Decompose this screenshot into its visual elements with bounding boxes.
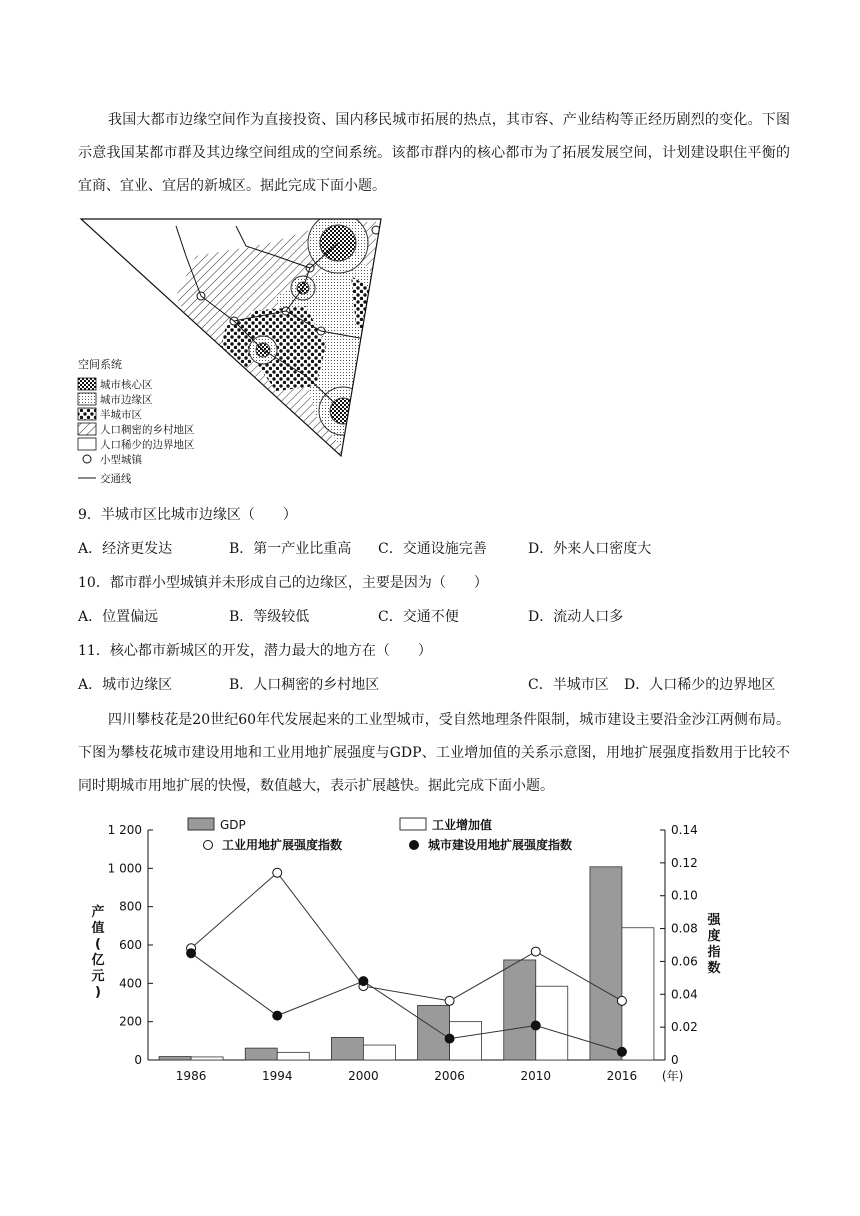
y-tick-label: 1 200: [107, 823, 142, 837]
industrial-land-point-2016: [617, 996, 626, 1005]
y2-axis-label: 强: [707, 913, 721, 928]
y2-axis-label: 度: [707, 929, 721, 944]
y-tick-label: 200: [119, 1014, 142, 1029]
y2-tick-label: 0.14: [671, 823, 698, 837]
legend-swatch-industry: [400, 818, 426, 830]
q10-option-d[interactable]: D．流动人口多: [528, 609, 624, 625]
y2-tick-label: 0.02: [671, 1020, 698, 1035]
bar-industry-2016: [622, 928, 654, 1060]
legend-label-gdp: GDP: [220, 818, 246, 832]
legend-item-core: 城市核心区: [100, 379, 153, 391]
y-axis-label: ): [95, 985, 101, 1000]
bar-industry-1986: [191, 1057, 223, 1060]
y2-tick-label: 0.04: [671, 987, 698, 1002]
bar-gdp-2016: [590, 867, 622, 1060]
x-tick-label: 1986: [175, 1069, 207, 1083]
bar-industry-2000: [363, 1045, 395, 1060]
bar-industry-2006: [450, 1022, 482, 1060]
x-unit-label: (年): [661, 1069, 684, 1083]
bar-gdp-1994: [245, 1048, 277, 1060]
urban-land-point-2010: [531, 1021, 540, 1030]
y2-tick-label: 0.08: [671, 921, 698, 936]
q10-option-b[interactable]: B．等级较低: [229, 609, 310, 625]
y2-tick-label: 0.12: [671, 855, 698, 870]
urban-land-point-2000: [359, 977, 368, 986]
urban-land-point-2016: [617, 1047, 626, 1056]
x-tick-label: 2000: [348, 1069, 379, 1083]
bar-industry-1994: [277, 1052, 309, 1060]
y-tick-label: 600: [119, 938, 142, 952]
urban-land-point-2006: [445, 1034, 454, 1043]
x-tick-label: 1994: [261, 1069, 293, 1083]
bar-gdp-2006: [418, 1005, 450, 1060]
legend-item-town: 小型城镇: [100, 454, 142, 466]
legend-title: 空间系统: [78, 358, 122, 371]
q9-option-c[interactable]: C．交通设施完善: [378, 541, 487, 557]
panzhihua-chart: [78, 812, 798, 1092]
question-10: 10．都市群小型城镇并未形成自己的边缘区，主要是因为（ ）: [78, 575, 488, 591]
y-axis-label: 产: [91, 905, 105, 920]
legend-item-road: 交通线: [100, 473, 132, 485]
y2-axis-label: 数: [707, 961, 721, 976]
legend-label-urban-land: 城市建设用地扩展强度指数: [428, 838, 573, 852]
spatial-system-map: [76, 216, 386, 496]
small-town-icon: [83, 455, 91, 463]
y-tick-label: 0: [134, 1053, 142, 1067]
legend-item-rural: 人口稠密的乡村地区: [100, 424, 195, 436]
y-tick-label: 1 000: [107, 861, 142, 876]
y2-tick-label: 0.06: [671, 954, 698, 969]
bar-gdp-2010: [504, 960, 536, 1060]
legend-item-semi: 半城市区: [100, 409, 142, 421]
y-tick-label: 400: [119, 976, 142, 991]
y-axis-label: 亿: [91, 953, 105, 968]
q10-option-a[interactable]: A．位置偏远: [78, 609, 159, 625]
legend-label-industrial-land: 工业用地扩展强度指数: [222, 838, 343, 852]
bar-industry-2010: [536, 986, 568, 1060]
q11-option-b[interactable]: B．人口稠密的乡村地区: [229, 677, 380, 693]
question-11: 11．核心都市新城区的开发，潜力最大的地方在（ ）: [78, 643, 432, 659]
legend-label-industry: 工业增加值: [432, 818, 493, 832]
q9-option-b[interactable]: B．第一产业比重高: [229, 541, 352, 557]
y-axis-label: (: [95, 937, 101, 952]
legend-item-border: 人口稀少的边界地区: [100, 439, 195, 451]
x-tick-label: 2010: [520, 1069, 552, 1083]
q11-option-a[interactable]: A．城市边缘区: [78, 677, 173, 693]
industrial-land-point-1994: [273, 868, 282, 877]
legend-marker-urban-land: [410, 841, 419, 850]
industrial-land-point-2010: [531, 947, 540, 956]
industrial-land-line: [191, 873, 622, 1001]
legend-swatch-gdp: [188, 818, 214, 830]
q9-option-d[interactable]: D．外来人口密度大: [528, 541, 652, 557]
y-axis-label: 值: [91, 921, 105, 936]
q9-option-a[interactable]: A．经济更发达: [78, 541, 173, 557]
bar-gdp-1986: [159, 1057, 191, 1060]
legend-item-edge: 城市边缘区: [100, 394, 153, 406]
y2-tick-label: 0: [671, 1053, 679, 1067]
y2-axis-label: 指: [707, 945, 721, 960]
question-9: 9．半城市区比城市边缘区（ ）: [78, 507, 297, 523]
urban-land-point-1986: [187, 949, 196, 958]
urban-land-point-1994: [273, 1011, 282, 1020]
x-tick-label: 2006: [434, 1069, 465, 1083]
y2-tick-label: 0.10: [671, 888, 698, 903]
q11-option-c[interactable]: C．半城市区: [528, 677, 609, 693]
industrial-land-point-2006: [445, 996, 454, 1005]
x-tick-label: 2016: [606, 1069, 638, 1083]
q11-option-d[interactable]: D．人口稀少的边界地区: [624, 677, 776, 693]
intro-paragraph-1: 我国大都市边缘空间作为直接投资、国内移民城市拓展的热点，其市容、产业结构等正经历剧烈的变化。下图示意我国某都市群及其边缘空间组成的空间系统。该都市群内的核心都市为了拓展发展空间，计划建设职住平衡的宜商、宜业、宜居的新城区。据此完成下面小题。: [78, 112, 790, 194]
legend-marker-industrial-land: [204, 841, 213, 850]
intro-paragraph-2: 四川攀枝花是20世纪60年代发展起来的工业型城市，受自然地理条件限制，城市建设主要沿金沙江两侧布局。下图为攀枝花城市建设用地和工业用地扩展强度与GDP、工业增加值的关系示意图，用地扩展强度指数用于比较不同时期城市用地扩展的快慢，数值越大，表示扩展越快。据此完成下面小题。: [78, 712, 790, 794]
y-tick-label: 800: [119, 899, 142, 914]
q10-option-c[interactable]: C．交通不便: [378, 609, 459, 625]
bar-gdp-2000: [331, 1037, 363, 1060]
y-axis-label: 元: [91, 969, 105, 984]
